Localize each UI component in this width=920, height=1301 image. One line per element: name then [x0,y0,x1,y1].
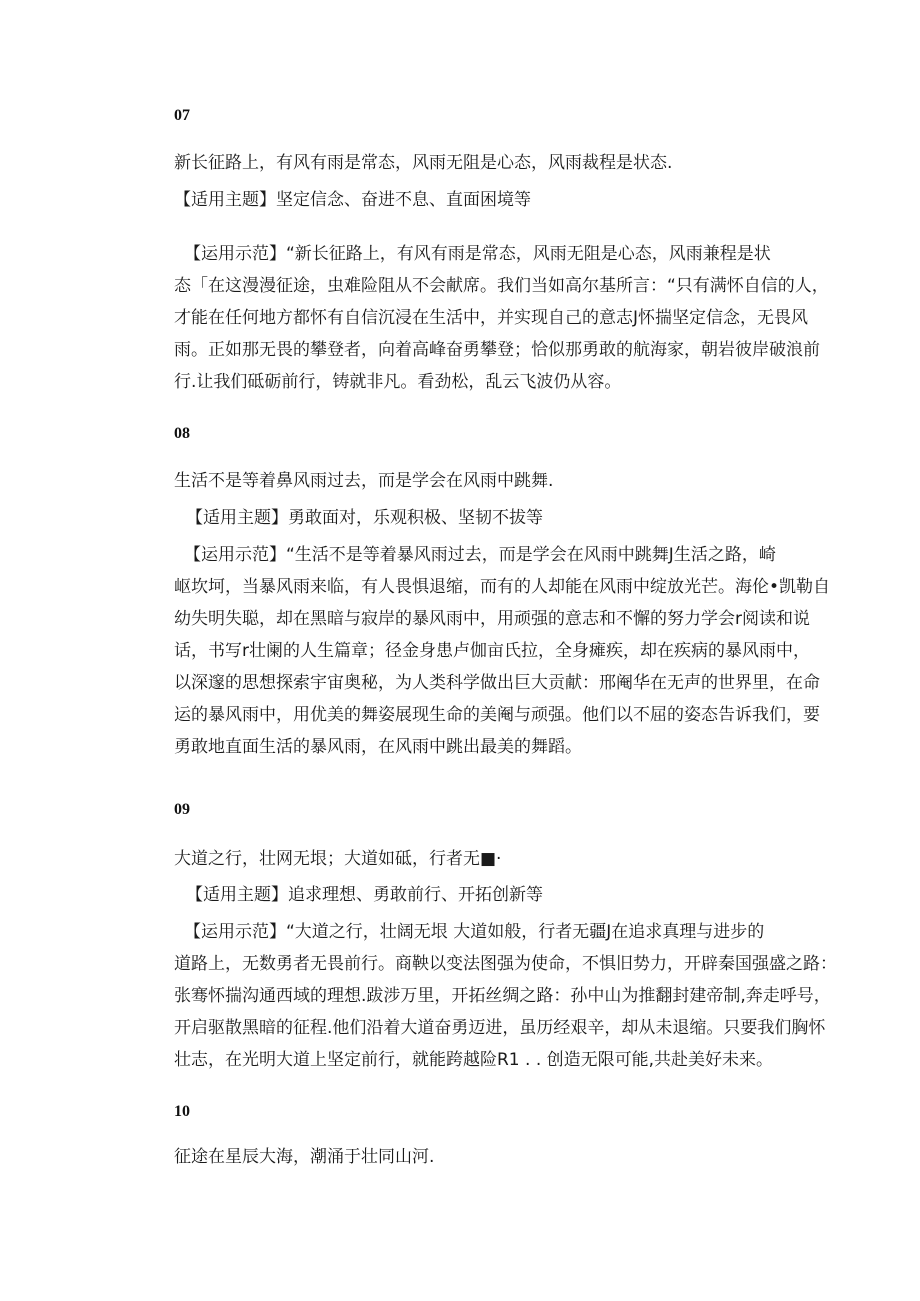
section-09-example-line: 【运用示范】“大道之行，壮阔无垠 大道如般，行者无疆J在追求真理与进步的 [184,922,765,942]
section-09-example-line: 开启驱散黑暗的征程.他们沿着大道奋勇迈进，虽历经艰辛，却从未退缩。只要我们胸怀 [174,1018,826,1038]
section-08-example-line: 【运用示范】“生活不是等着暴风雨过去，而是学会在风雨中跳舞J生活之路，崎 [184,545,776,565]
section-number-09: 09 [174,801,190,818]
section-08-example-line: 勇敢地直面生活的暴风雨，在风雨中跳出最美的舞蹈。 [174,737,582,757]
section-07-quote: 新长征路上，有风有雨是常态，风雨无阻是心态，风雨裁程是状态. [174,153,673,173]
section-07-example-line: 态「在这漫漫征途，虫难险阻从不会献席。我们当如高尔基所言：“只有满怀自信的人， [174,276,829,296]
section-08-example [174,539,831,763]
section-08-example-line: 岖坎坷，当暴风雨来临，有人畏惧退缩，而有的人却能在风雨中绽放光芒。海伦•凯勒自 [174,577,831,597]
section-07-example-line: 雨。正如那无畏的攀登者，向着高峰奋勇攀登；恰似那勇敢的航海家，朝岩彼岸破浪前 [174,340,820,360]
section-09-quote: 大道之行，壮网无垠；大道如砥，行者无■· [174,849,502,869]
section-number-08: 08 [174,425,190,442]
section-08-example-line: 幼失明失聪，却在黑暗与寂岸的暴风雨中，用顽强的意志和不懈的努力学会r阅读和说 [174,609,810,629]
section-07-theme: 【适用主题】坚定信念、奋进不息、直面困境等 [174,190,531,210]
section-09-theme: 【适用主题】追求理想、勇敢前行、开拓创新等 [186,885,543,905]
section-08-theme: 【适用主题】勇敢面对，乐观积极、坚韧不拔等 [186,508,543,528]
section-08-example-line: 话，书写r壮阑的人生篇章；径金身患卢伽亩氏拉，全身瘫疾，却在疾病的暴风雨中， [174,641,810,661]
section-number-07: 07 [174,107,190,124]
section-07-example-line: 行.让我们砥砺前行，铸就非凡。看劲松，乱云飞波仍从容。 [174,372,622,392]
section-08-example-line: 运的暴风雨中，用优美的舞姿展现生命的美阉与顽强。他们以不屈的姿态告诉我们，要 [174,705,820,725]
section-09-example [174,916,837,1076]
section-07-example-line: 【运用示范】“新长征路上，有风有雨是常态，风雨无阻是心态，风雨兼程是状 [184,244,771,264]
section-09-example-line: 张骞怀揣沟通西域的理想.跋涉万里，开拓丝绸之路：孙中山为推翻封建帝制,奔走呼号， [174,986,831,1006]
section-08-quote: 生活不是等着鼻风雨过去，而是学会在风雨中跳舞. [174,471,554,491]
section-07-example-line: 才能在任何地方都怀有自信沉浸在生活中，并实现自己的意志J怀揣坚定信念，无畏风 [174,308,809,328]
section-07-example [174,238,829,398]
section-number-10: 10 [174,1103,190,1120]
section-10-quote: 征途在星辰大海，潮涌于壮同山河. [174,1147,435,1167]
section-09-example-line: 壮志，在光明大道上坚定前行，就能跨越险R1 . . 创造无限可能,共赴美好未来。 [174,1050,774,1070]
section-08-example-line: 以深邃的思想探索宇宙奥秘，为人类科学做出巨大贡献：邢阉华在无声的世界里，在命 [174,673,820,693]
section-09-example-line: 道路上，无数勇者无畏前行。商鞅以变法图强为使命，不惧旧势力，开辟秦国强盛之路： [174,954,837,974]
